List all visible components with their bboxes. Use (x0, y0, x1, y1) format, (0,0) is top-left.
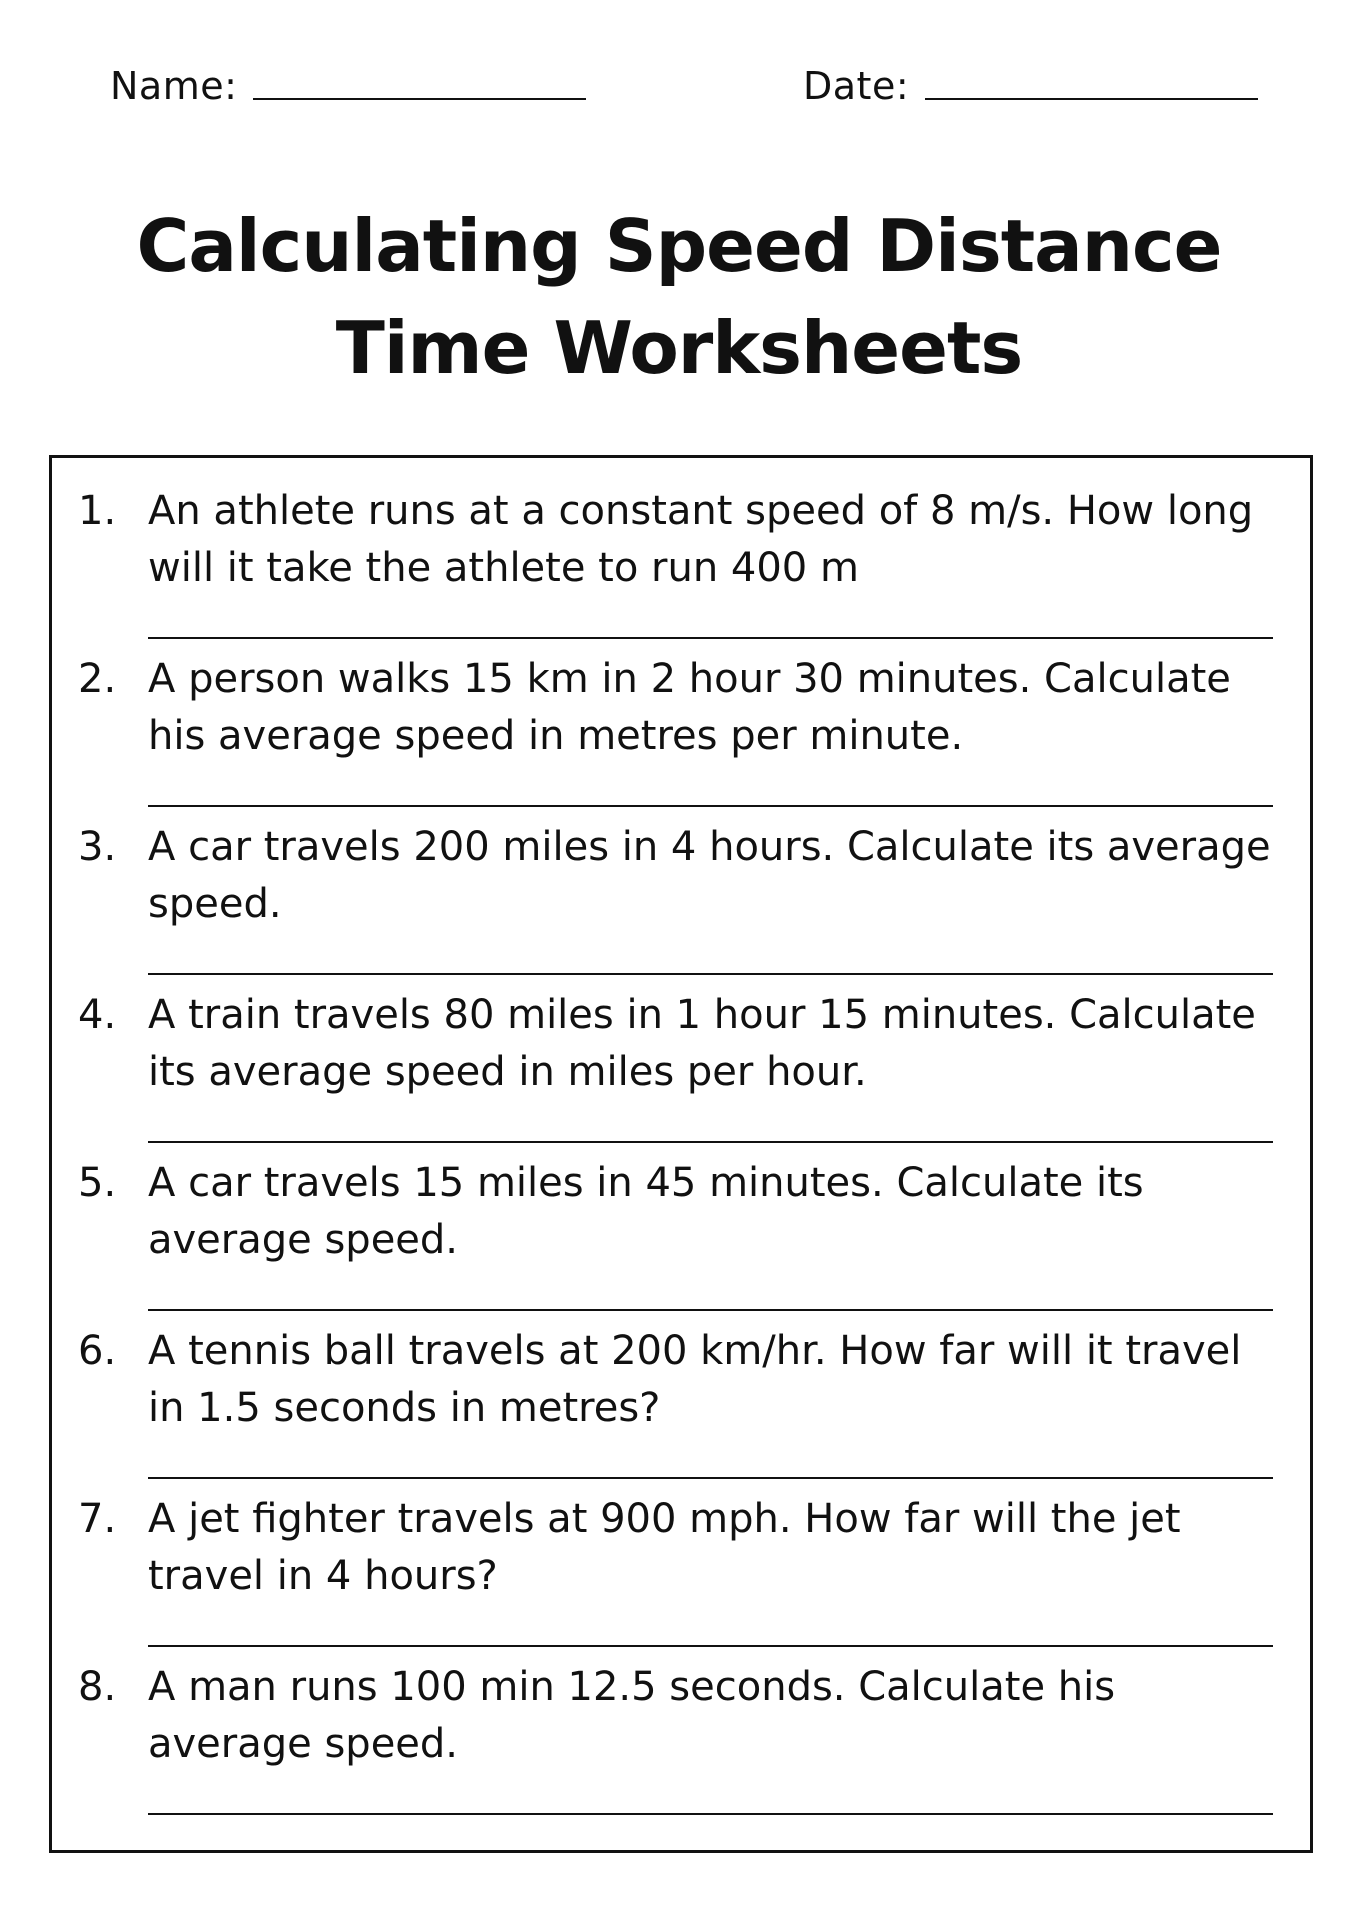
question-text: A tennis ball travels at 200 km/hr. How far will it travel in 1.5 seconds in metres? (148, 1328, 1242, 1431)
answer-line[interactable] (148, 1141, 1273, 1143)
answer-line[interactable] (148, 1645, 1273, 1647)
question-text: A man runs 100 min 12.5 seconds. Calculate his average speed. (148, 1664, 1116, 1767)
date-label: Date: (803, 64, 910, 108)
answer-line[interactable] (148, 1813, 1273, 1815)
answer-line[interactable] (148, 1477, 1273, 1479)
question-number: 6. (78, 1328, 117, 1374)
question-item (52, 819, 1314, 987)
question-number: 3. (78, 824, 117, 870)
answer-line[interactable] (148, 973, 1273, 975)
question-text: An athlete runs at a constant speed of 8 m/s. How long will it take the athlete to run 400 m (148, 488, 1254, 591)
date-blank-line[interactable] (925, 98, 1258, 100)
question-number: 4. (78, 992, 117, 1038)
answer-line[interactable] (148, 1309, 1273, 1311)
question-item (52, 483, 1314, 651)
name-field[interactable] (110, 64, 586, 108)
question-number: 2. (78, 656, 117, 702)
page-title-line-2: Time Worksheets (335, 306, 1023, 390)
question-number: 1. (78, 488, 117, 534)
question-item (52, 1659, 1314, 1827)
question-box (49, 455, 1313, 1853)
answer-line[interactable] (148, 637, 1273, 639)
question-number: 7. (78, 1496, 117, 1542)
name-label: Name: (110, 64, 238, 108)
question-number: 8. (78, 1664, 117, 1710)
question-item (52, 987, 1314, 1155)
question-item (52, 651, 1314, 819)
answer-line[interactable] (148, 805, 1273, 807)
page-title (0, 195, 1358, 399)
question-item (52, 1491, 1314, 1659)
question-number: 5. (78, 1160, 117, 1206)
question-text: A jet fighter travels at 900 mph. How far will the jet travel in 4 hours? (148, 1496, 1181, 1599)
question-text: A car travels 200 miles in 4 hours. Calculate its average speed. (148, 824, 1271, 927)
question-text: A person walks 15 km in 2 hour 30 minutes. Calculate his average speed in metres per minute. (148, 656, 1231, 759)
question-text: A car travels 15 miles in 45 minutes. Calculate its average speed. (148, 1160, 1144, 1263)
page-title-line-1: Calculating Speed Distance (136, 204, 1222, 288)
question-text: A train travels 80 miles in 1 hour 15 minutes. Calculate its average speed in miles per hour. (148, 992, 1256, 1095)
question-item (52, 1323, 1314, 1491)
name-blank-line[interactable] (253, 98, 586, 100)
date-field[interactable] (803, 64, 1258, 108)
header-row (0, 64, 1358, 124)
question-item (52, 1155, 1314, 1323)
